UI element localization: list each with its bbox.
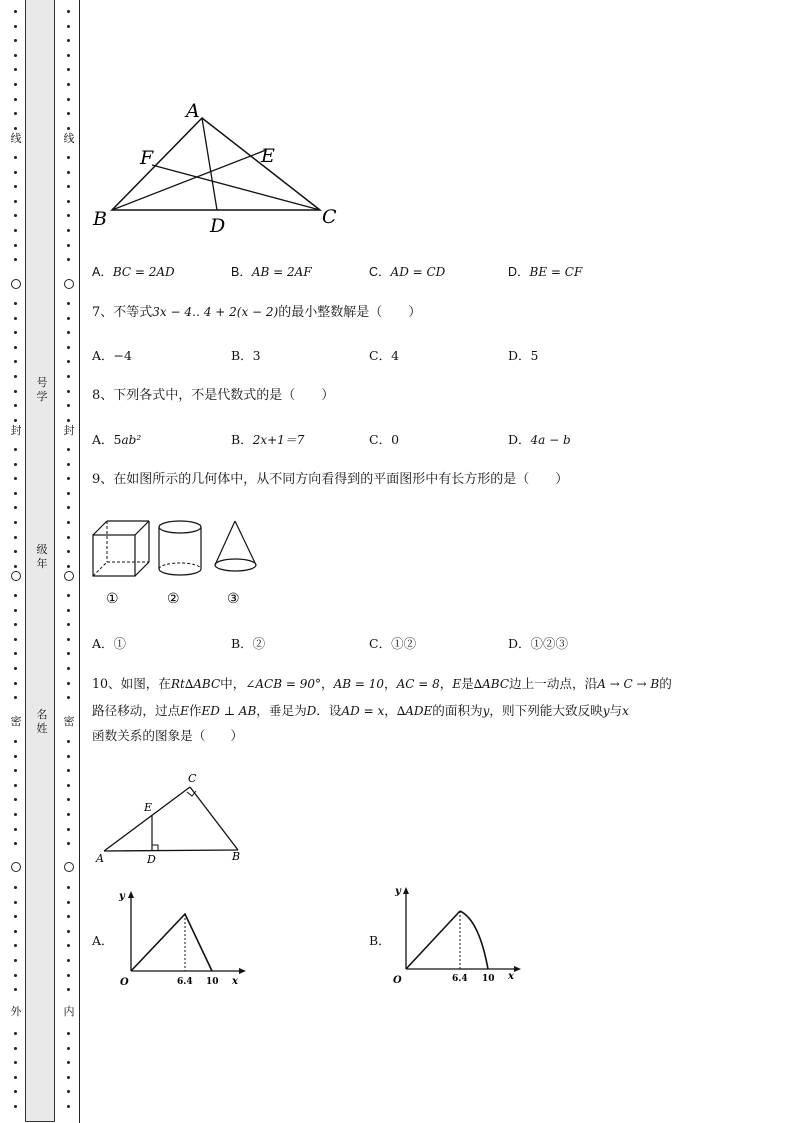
shape-label-2: ②: [167, 591, 180, 607]
binding-dot: [67, 229, 70, 232]
binding-dot: [67, 39, 70, 42]
binding-dot: [14, 609, 17, 612]
binding-dot: [14, 565, 17, 568]
binding-dot: [14, 317, 17, 320]
binding-dot: [14, 915, 17, 918]
left-label-xian: 线: [10, 132, 22, 145]
binding-dot: [67, 346, 70, 349]
binding-dot: [14, 68, 17, 71]
binding-dot: [67, 244, 70, 247]
binding-dot: [14, 886, 17, 889]
binding-dot: [14, 828, 17, 831]
binding-dot: [14, 594, 17, 597]
binding-dot: [14, 10, 17, 13]
point-C: C: [188, 772, 197, 785]
binding-dot: [14, 755, 17, 758]
binding-dot: [67, 1061, 70, 1064]
graph-b-tick-6-4: 6.4: [452, 974, 468, 984]
point-B: B: [232, 850, 241, 863]
binding-dot: [67, 974, 70, 977]
binding-dot: [14, 302, 17, 305]
binding-circle: [11, 862, 21, 872]
graph-a-x-label: x: [232, 976, 238, 987]
binding-dot: [14, 448, 17, 451]
binding-dot: [14, 682, 17, 685]
q9-option-d: D．①②③: [508, 636, 569, 651]
binding-dot: [14, 200, 17, 203]
binding-dot: [67, 419, 70, 422]
q8-option-d: D．4a − b: [508, 432, 571, 447]
binding-dot: [67, 1105, 70, 1108]
binding-dot: [67, 375, 70, 378]
binding-dot: [67, 930, 70, 933]
binding-dot: [67, 171, 70, 174]
binding-dot: [67, 25, 70, 28]
binding-dot: [14, 39, 17, 42]
binding-dot: [14, 798, 17, 801]
binding-dot: [67, 492, 70, 495]
binding-dot: [67, 755, 70, 758]
binding-dot: [67, 740, 70, 743]
graph-b-origin: O: [393, 975, 402, 986]
binding-dot: [14, 112, 17, 115]
binding-dot: [67, 609, 70, 612]
vertex-F: F: [140, 147, 154, 169]
binding-dot: [67, 1076, 70, 1079]
binding-dot: [14, 25, 17, 28]
q9-option-b: B．②: [231, 636, 266, 651]
binding-dot: [14, 521, 17, 524]
binding-dot: [14, 1076, 17, 1079]
binding-dot: [67, 536, 70, 539]
binding-dot: [14, 638, 17, 641]
point-E: E: [144, 801, 153, 814]
solids-figure-q9: [88, 515, 268, 610]
binding-dot: [14, 842, 17, 845]
binding-dot: [14, 229, 17, 232]
binding-dot: [67, 68, 70, 71]
binding-dot: [67, 404, 70, 407]
cone-shape: [215, 521, 256, 571]
binding-dot: [67, 550, 70, 553]
q7-option-c: C．4: [369, 348, 400, 363]
binding-dot: [14, 463, 17, 466]
field-char: 学: [36, 390, 48, 403]
vertex-B: B: [93, 208, 107, 230]
binding-dot: [14, 667, 17, 670]
binding-dot: [67, 463, 70, 466]
binding-dot: [14, 740, 17, 743]
q6-option-a: A．BC = 2AD: [92, 265, 175, 279]
left-label-wai: 外: [10, 1005, 22, 1018]
q7-option-d: D．5: [508, 348, 539, 363]
binding-dot: [14, 930, 17, 933]
margin-rule: [79, 0, 80, 1123]
binding-dot: [67, 944, 70, 947]
binding-dot: [14, 813, 17, 816]
binding-dot: [67, 506, 70, 509]
q8-stem: 8、下列各式中，不是代数式的是（ ）: [92, 388, 335, 403]
vertex-D: D: [210, 215, 226, 237]
graph-b-y-label: y: [395, 886, 401, 897]
field-char: 号: [36, 376, 48, 389]
right-label-mi: 密: [63, 715, 75, 728]
binding-dot: [67, 477, 70, 480]
point-A: A: [96, 852, 104, 865]
graph-a-tick-10: 10: [206, 977, 219, 987]
binding-dot: [67, 448, 70, 451]
graph-a-y-label: y: [119, 891, 125, 902]
binding-dot: [67, 185, 70, 188]
binding-dot: [67, 258, 70, 261]
binding-dot: [67, 390, 70, 393]
q10-option-b-label: B．: [369, 933, 391, 948]
binding-dot: [67, 959, 70, 962]
binding-dot: [67, 915, 70, 918]
binding-dot: [67, 565, 70, 568]
binding-dot: [14, 696, 17, 699]
binding-dot: [14, 784, 17, 787]
binding-circle: [11, 571, 21, 581]
binding-dot: [14, 536, 17, 539]
binding-dot: [14, 1032, 17, 1035]
q8-option-c: C．0: [369, 432, 400, 447]
binding-dot: [67, 156, 70, 159]
binding-dot: [67, 302, 70, 305]
binding-dot: [14, 98, 17, 101]
binding-dot: [14, 54, 17, 57]
binding-dot: [67, 1032, 70, 1035]
binding-dot: [67, 127, 70, 130]
binding-dot: [67, 54, 70, 57]
q10-stem-line1: 10、如图，在Rt∆ABC中，∠ACB = 90°，AB = 10，AC = 8，E是∆ABC边上一动点，沿A → C → B的: [92, 676, 672, 691]
right-label-feng: 封: [63, 424, 75, 437]
binding-dot: [67, 813, 70, 816]
binding-dot: [67, 652, 70, 655]
field-student-number: [31, 376, 53, 404]
binding-dot: [14, 1090, 17, 1093]
binding-dot: [14, 375, 17, 378]
binding-dot: [67, 784, 70, 787]
right-label-nei: 内: [63, 1005, 75, 1018]
binding-dot: [67, 594, 70, 597]
binding-dot: [67, 83, 70, 86]
graph-b-x-label: x: [508, 971, 514, 982]
binding-dot: [14, 550, 17, 553]
left-label-feng: 封: [10, 424, 22, 437]
q10-stem-line3: 函数关系的图象是（ ）: [92, 728, 244, 743]
binding-dot: [67, 521, 70, 524]
binding-dot: [14, 171, 17, 174]
binding-dot: [67, 842, 70, 845]
binding-dot: [67, 988, 70, 991]
binding-dot: [67, 667, 70, 670]
cube-shape: [93, 521, 149, 576]
binding-circle: [64, 862, 74, 872]
left-binding-column: [8, 0, 24, 1123]
binding-dot: [14, 944, 17, 947]
binding-dot: [14, 506, 17, 509]
binding-dot: [14, 390, 17, 393]
field-char: 级: [36, 543, 48, 556]
vertex-E: E: [261, 145, 275, 167]
binding-dot: [14, 419, 17, 422]
q7-option-b: B．3: [231, 348, 261, 363]
binding-dot: [67, 1090, 70, 1093]
q10-option-a-label: A．: [92, 933, 114, 948]
q8-option-b: B．2x+1＝7: [231, 432, 305, 447]
binding-dot: [14, 156, 17, 159]
point-D: D: [147, 853, 156, 865]
binding-dot: [67, 638, 70, 641]
field-char: 姓: [36, 722, 48, 735]
vertex-C: C: [322, 206, 337, 228]
binding-dot: [14, 185, 17, 188]
binding-dot: [67, 98, 70, 101]
binding-dot: [14, 1105, 17, 1108]
q10-stem-line2: 路径移动，过点E作ED ⊥ AB，垂足为D．设AD = x，∆ADE的面积为y，则下列能大致反映y与x: [92, 703, 629, 718]
binding-dot: [14, 959, 17, 962]
q6-option-c: C．AD = CD: [369, 265, 446, 279]
binding-dot: [67, 200, 70, 203]
graph-a-tick-6-4: 6.4: [177, 977, 193, 987]
binding-dot: [67, 901, 70, 904]
binding-dot: [14, 623, 17, 626]
vertex-A: A: [186, 100, 200, 122]
field-char: 名: [36, 708, 48, 721]
binding-dot: [14, 244, 17, 247]
binding-dot: [14, 404, 17, 407]
q10-graph-b: [387, 882, 522, 987]
binding-dot: [67, 696, 70, 699]
q7-option-a: A．−4: [92, 348, 132, 363]
binding-dot: [67, 214, 70, 217]
graph-a-origin: O: [120, 977, 129, 988]
binding-dot: [67, 623, 70, 626]
binding-dot: [67, 886, 70, 889]
q9-option-c: C．①②: [369, 636, 417, 651]
q9-option-a: A．①: [92, 636, 127, 651]
binding-circle: [64, 279, 74, 289]
binding-dot: [67, 331, 70, 334]
binding-dot: [14, 360, 17, 363]
graph-b-tick-10: 10: [482, 974, 495, 984]
binding-dot: [14, 331, 17, 334]
binding-dot: [14, 127, 17, 130]
binding-dot: [14, 1047, 17, 1050]
binding-dot: [67, 10, 70, 13]
field-char: 年: [36, 557, 48, 570]
binding-dot: [14, 492, 17, 495]
binding-dot: [67, 769, 70, 772]
binding-dot: [14, 974, 17, 977]
right-binding-column: [61, 0, 77, 1123]
q8-option-a: A．5ab²: [92, 432, 142, 447]
binding-dot: [67, 1047, 70, 1050]
binding-dot: [14, 769, 17, 772]
left-label-mi: 密: [10, 715, 22, 728]
shape-label-1: ①: [106, 591, 119, 607]
q10-graph-a: [112, 886, 247, 991]
binding-dot: [67, 360, 70, 363]
triangle-figure-q6: [90, 98, 350, 238]
binding-dot: [14, 901, 17, 904]
q7-stem: 7、不等式3x − 4‥ 4 + 2(x − 2)的最小整数解是（ ）: [92, 305, 422, 320]
binding-dot: [14, 346, 17, 349]
binding-dot: [67, 317, 70, 320]
binding-dot: [14, 214, 17, 217]
binding-circle: [64, 571, 74, 581]
right-label-xian: 线: [63, 132, 75, 145]
q6-option-b: B．AB = 2AF: [231, 265, 312, 279]
binding-dot: [67, 828, 70, 831]
binding-dot: [14, 258, 17, 261]
binding-dot: [14, 83, 17, 86]
q9-stem: 9、在如图所示的几何体中，从不同方向看得到的平面图形中有长方形的是（ ）: [92, 472, 569, 487]
binding-dot: [14, 1061, 17, 1064]
binding-dot: [67, 112, 70, 115]
q6-option-d: D．BE = CF: [508, 265, 583, 279]
binding-dot: [14, 988, 17, 991]
binding-dot: [14, 477, 17, 480]
binding-circle: [11, 279, 21, 289]
cylinder-shape: [159, 521, 201, 575]
right-triangle-figure-q10: [92, 770, 252, 865]
shape-label-3: ③: [227, 591, 240, 607]
field-grade: [31, 543, 53, 571]
binding-dot: [14, 652, 17, 655]
binding-dot: [67, 798, 70, 801]
binding-dot: [67, 682, 70, 685]
field-name: [31, 708, 53, 736]
